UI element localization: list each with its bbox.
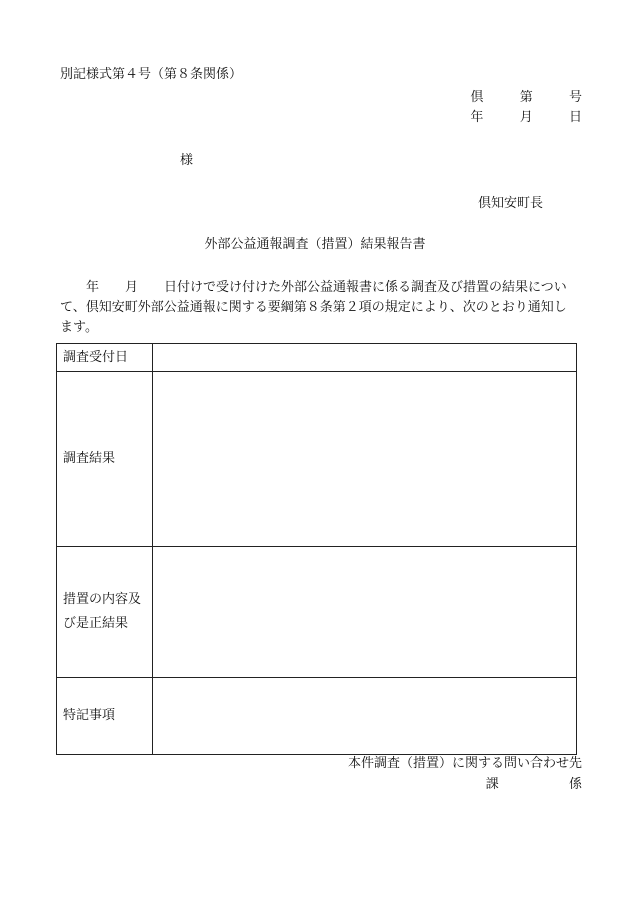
contact-heading: 本件調査（措置）に関する問い合わせ先 — [347, 756, 582, 771]
special-notes-value — [153, 678, 577, 755]
contact-section: 係 — [568, 777, 582, 792]
body-year: 年 — [86, 280, 100, 295]
body-text — [60, 278, 580, 338]
contact-department-line — [486, 778, 582, 791]
date-year: 年 — [470, 110, 484, 125]
document-title: 外部公益通報調査（措置）結果報告書 — [204, 237, 426, 252]
document-number-line — [470, 91, 582, 104]
sender: 倶知安町長 — [478, 196, 544, 211]
contact-department: 課 — [485, 777, 499, 792]
body-line-2: て、倶知安町外部公益通報に関する要綱第８条第２項の規定により、次のとおり通知し — [60, 300, 567, 315]
measures-label-line-1: 措置の内容及 — [63, 592, 142, 607]
document-number-go: 号 — [568, 90, 582, 105]
body-line-1-rest: 日付けで受け付けた外部公益通報書に係る調査及び措置の結果につい — [164, 280, 567, 295]
addressee: 様 — [180, 153, 194, 168]
date-line — [470, 111, 582, 124]
measures-label-line-2: び是正結果 — [63, 616, 129, 631]
form-number: 別記様式第４号（第８条関係） — [60, 67, 243, 82]
document-number-prefix: 倶 — [470, 90, 484, 105]
investigation-result-value — [153, 372, 577, 547]
investigation-result-label: 調査結果 — [57, 372, 153, 547]
date-day: 日 — [568, 110, 582, 125]
table-row-special-notes — [57, 678, 577, 755]
body-line-1 — [60, 278, 580, 298]
table-row-reception-date — [57, 344, 577, 372]
reception-date-value — [153, 344, 577, 372]
body-line-3: ます。 — [60, 320, 98, 335]
measures-value — [153, 547, 577, 678]
document-number-dai: 第 — [519, 90, 533, 105]
body-month: 月 — [125, 280, 139, 295]
measures-label — [57, 547, 153, 678]
date-month: 月 — [519, 110, 533, 125]
table-row-measures — [57, 547, 577, 678]
report-table — [56, 343, 577, 755]
reception-date-label: 調査受付日 — [57, 344, 153, 372]
table-row-investigation-result — [57, 372, 577, 547]
special-notes-label: 特記事項 — [57, 678, 153, 755]
